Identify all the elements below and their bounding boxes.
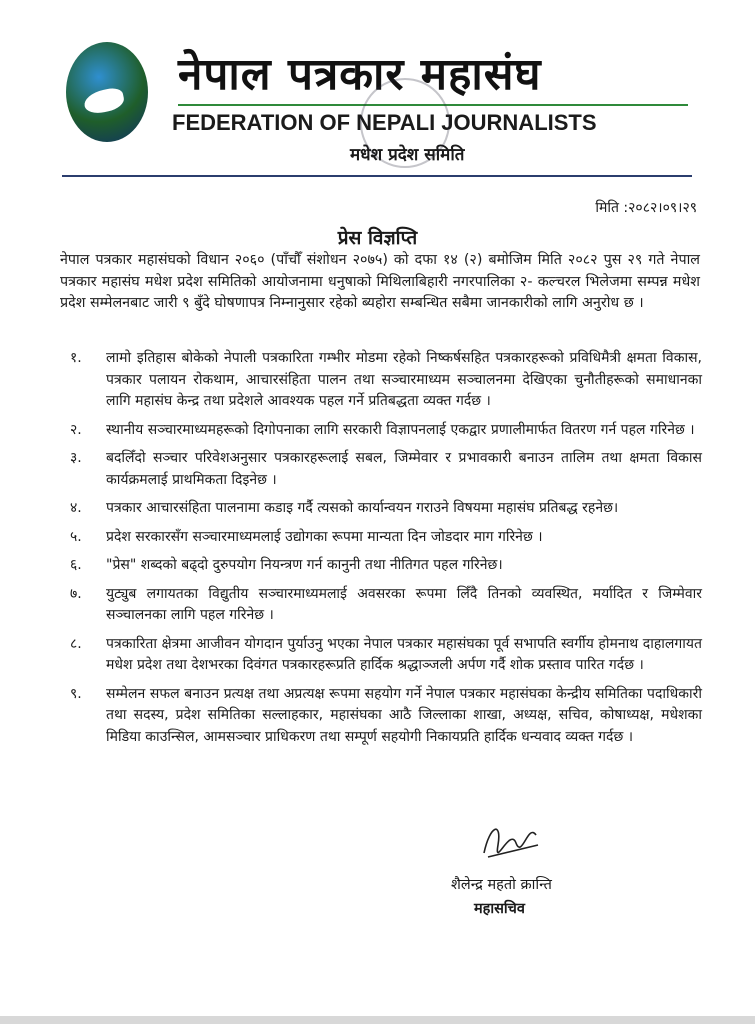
item-text: पत्रकारिता क्षेत्रमा आजीवन योगदान पुर्याउनु भएका नेपाल पत्रकार महासंघका पूर्व सभापति स्वर्गीय होमनाथ दाहालगायत मधेश प्रदेश तथा देशभरका दिवंगत पत्रकारहरूप्रति हार्दिक श्रद्धाञ्जली अर्पण गर्दै शोक प्रस्ताव पारित गर्दछ । [106,635,702,673]
list-item [70,555,702,577]
list-item [70,420,702,442]
handwritten-signature [476,815,546,865]
header-divider [62,175,692,177]
committee-name: मधेश प्रदेश समिति [350,145,465,165]
item-text: प्रदेश सरकारसँग सञ्चारमाध्यमलाई उद्योगका रूपमा मान्यता दिन जोडदार माग गरिनेछ । [106,528,543,545]
item-number: ४. [70,500,82,516]
item-text: पत्रकार आचारसंहिता पालनामा कडाइ गर्दै त्यसको कार्यान्वयन गराउने विषयमा महासंघ प्रतिबद्ध रहनेछ। [106,500,619,516]
item-number: ९. [70,685,82,702]
item-number: ७. [70,585,82,602]
item-number: २. [70,421,82,438]
signatory-name: शैलेन्द्र महतो क्रान्ति [451,877,552,893]
list-item [70,634,702,677]
item-text: युट्युब लगायतका विद्युतीय सञ्चारमाध्यमलाई अवसरका रूपमा लिँदै तिनको व्यवस्थित, मर्यादित र जिम्मेवार सञ्चालनका लागि पहल गरिनेछ । [106,585,702,623]
list-item [70,498,702,520]
item-text: स्थानीय सञ्चारमाध्यमहरूको दिगोपनाका लागि सरकारी विज्ञापनलाई एकद्वार प्रणालीमार्फत वितरण गर्न पहल गरिनेछ । [106,421,695,438]
org-name-english: FEDERATION OF NEPALI JOURNALISTS [172,110,597,135]
declaration-points [70,348,702,755]
item-number: १. [70,350,82,366]
date: मिति :२०८२।०९।२९ [595,200,697,216]
list-item [70,448,702,491]
item-number: ५. [70,528,82,545]
letterhead [60,38,690,178]
federation-logo-icon [66,42,148,142]
list-item [70,527,702,549]
item-text: बदलिँदो सञ्चार परिवेशअनुसार पत्रकारहरूलाई सबल, जिम्मेवार र प्रभावकारी बनाउन तालिम तथा क्षमता विकास कार्यक्रमलाई प्राथमिकता दिइनेछ । [106,450,702,488]
item-number: ३. [70,450,82,466]
item-number: ६. [70,557,82,573]
dove-icon [82,86,126,116]
list-item [70,348,702,413]
list-item [70,684,702,749]
list-item [70,584,702,627]
page-bottom-edge [0,1016,755,1024]
item-number: ८. [70,635,82,652]
official-seal-stamp [360,78,450,168]
signatory-title: महासचिव [474,901,525,917]
org-name-nepali: नेपाल पत्रकार महासंघ [178,49,542,100]
page-title: प्रेस विज्ञप्ति [337,227,418,249]
item-text: "प्रेस" शब्दको बढ्दो दुरुपयोग नियन्त्रण गर्न कानुनी तथा नीतिगत पहल गरिनेछ। [106,557,503,573]
intro-paragraph: नेपाल पत्रकार महासंघको विधान २०६० (पाँचौँ संशोधन २०७५) को दफा १४ (२) बमोजिम मिति २०८२ पुस २९ गते नेपाल पत्रकार महासंघ मधेश प्रदेश समितिको आयोजनामा धनुषाको मिथिलाबिहारी नगरपालिका २- कल्चरल भिलेजमा सम्पन्न मधेश प्रदेश सम्मेलनबाट जारी ९ बुँदे घोषणापत्र निम्नानुसार रहेको ब्यहोरा सम्बन्धित सबैमा जानकारीको लागि अनुरोध छ । [60,252,700,311]
item-text: सम्मेलन सफल बनाउन प्रत्यक्ष तथा अप्रत्यक्ष रूपमा सहयोग गर्ने नेपाल पत्रकार महासंघका केन्द्रीय समितिका पदाधिकारी तथा सदस्य, प्रदेश समितिका सल्लाहकार, महासंघका आठै जिल्लाका शाखा, अध्यक्ष, सचिव, कोषाध्यक्ष, मधेशका मिडिया काउन्सिल, आमसञ्चार प्राधिकरण तथा सम्पूर्ण सहयोगी निकायप्रति हार्दिक धन्यवाद व्यक्त गर्दछ । [106,685,702,745]
item-text: लामो इतिहास बोकेको नेपाली पत्रकारिता गम्भीर मोडमा रहेको निष्कर्षसहित पत्रकारहरूको प्रविधिमैत्री क्षमता विकास, पत्रकार पलायन रोकथाम, आचारसंहिता पालन तथा सञ्चारमाध्यम सञ्चालनमा देखिएका चुनौतीहरूको समाधानका लागि महासंघ केन्द्र तथा प्रदेशले आवश्यक पहल गर्ने प्रतिबद्धता व्यक्त गर्दछ । [106,350,702,409]
